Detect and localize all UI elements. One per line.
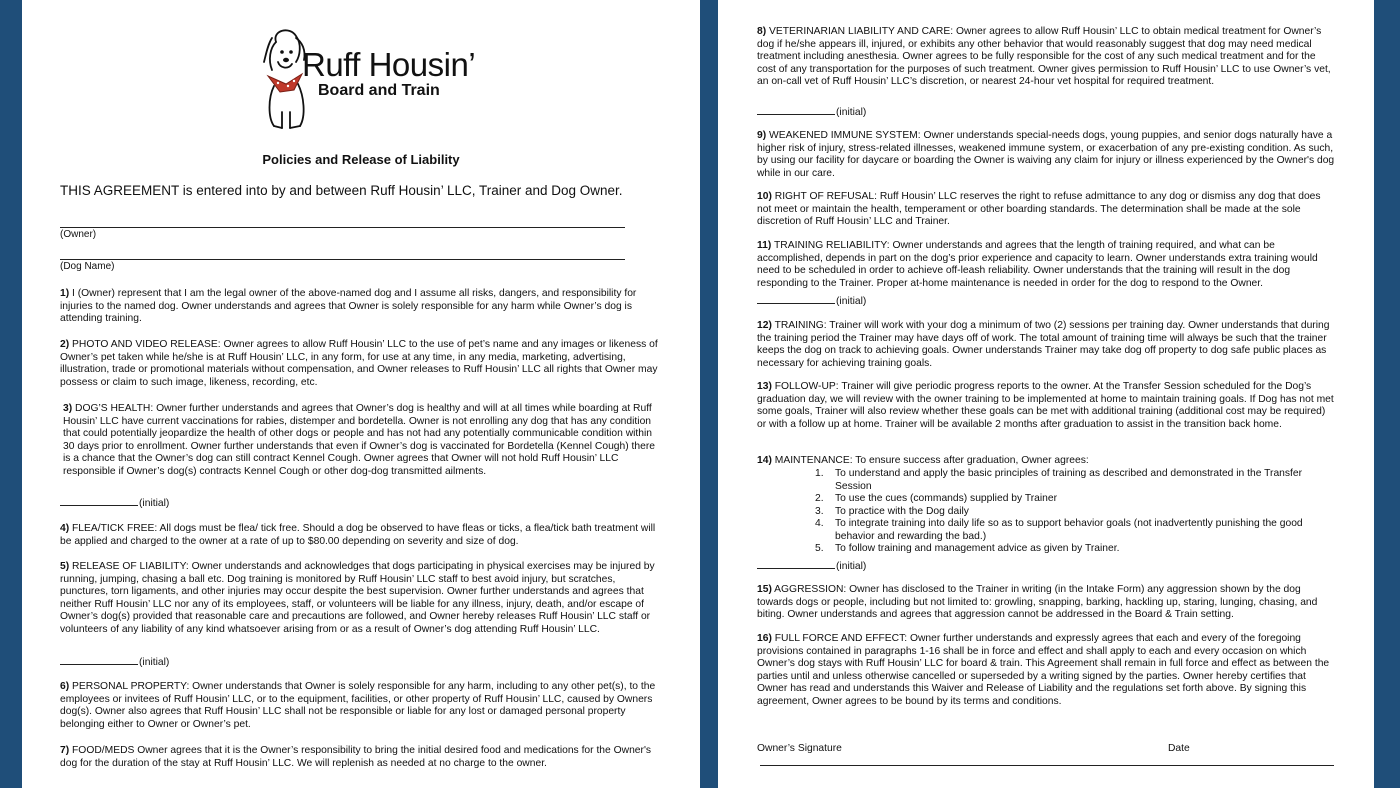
agreement-intro: THIS AGREEMENT is entered into by and between Ruff Housin’ LLC, Trainer and Dog Owner. <box>60 183 623 198</box>
dog-name-line[interactable] <box>60 259 625 260</box>
list-item <box>799 468 1329 493</box>
clause-number: 6) <box>60 681 70 692</box>
clause-number: 9) <box>757 130 767 141</box>
clause-text: FULL FORCE AND EFFECT: Owner further understands and expressly agrees that each and every of the foregoing provisions contained in paragraphs 1-16 shall be in force and effect and shall apply to each and every occasion on which Owner’s dog stays with Ruff Housin’ LLC for board & train. This Agreement shall remain in full force and effect as between the parties until and unless otherwise cancelled or superseded by a writing signed by the parties. Owner hereby certifies that Owner has read and understands this Waiver and Release of Liability and the regulations set forth above. By signing this agreement, Owner agrees to be bound by its terms and conditions. <box>757 633 1330 707</box>
clause-number: 11) <box>757 240 772 251</box>
date-label: Date <box>1168 743 1190 754</box>
clause-text: TRAINING: Trainer will work with your dog a minimum of two (2) sessions per training day. Owner understands that during the training period the Trainer may have days off of work. The total amount of training time will always be such that the trainer keeps the dog on track to achieving goals. Owner understands Trainer may take dog off property to dog safe public places as necessary for achieving training goals. <box>757 320 1330 369</box>
clause-number: 8) <box>757 26 767 37</box>
clause-8 <box>757 26 1335 89</box>
list-item <box>799 543 1329 556</box>
initial-label: (initial) <box>836 107 867 118</box>
clause-number: 13) <box>757 381 772 392</box>
initial-label: (initial) <box>139 498 170 509</box>
list-item-text: To understand and apply the basic principles of training as described and demonstrated in the Transfer Session <box>835 468 1303 492</box>
dog-name-label: (Dog Name) <box>60 261 115 272</box>
clause-text: PHOTO AND VIDEO RELEASE: Owner agrees to allow Ruff Housin’ LLC to the use of pet’s name and any images or likeness of Owner’s pet taken while he/she is at Ruff Housin’ LLC, in any form, for use at any time, in any media, marketing, advertising, illustration, trade or promotional materials without compensation, and Owner releases to Ruff Housin’ LLC all rights that Owner may possess or claim to such image, likeness, recording, etc. <box>60 339 658 388</box>
clause-4 <box>60 523 660 548</box>
clause-text: MAINTENANCE: To ensure success after graduation, Owner agrees: <box>771 455 1089 466</box>
clause-text: FOLLOW-UP: Trainer will give periodic progress reports to the owner. At the Transfer Session scheduled for the Dog’s graduation day, we will review with the owner training to be implemented at home to maintain training goals. If Dog has not met some goals, Trainer will also review whether these goals can be met with additional training (additional cost may be required) or with a follow up at home. Trainer will be available 2 months after graduation to assist in the transition back home. <box>757 381 1334 430</box>
clause-text: PERSONAL PROPERTY: Owner understands that Owner is solely responsible for any harm, including to any other pet(s), to the employees or invitees of Ruff Housin’ LLC, or to the equipment, facilities, or other property of Ruff Housin’ LLC, caused by Owners dog(s). Owner also agrees that Ruff Housin’ LLC shall not be responsible or liable for any lost or damaged personal property belonging either to Owner or Owner’s pet. <box>60 681 656 730</box>
clause-number: 12) <box>757 320 772 331</box>
clause-text: AGGRESSION: Owner has disclosed to the Trainer in writing (in the Intake Form) any aggression shown by the dog towards dogs or people, including but not limited to: growling, snapping, barking, hackling up, staring, lunging, chasing, and biting. Owner understands and agrees that aggression cannot be addressed in the Board & Train setting. <box>757 584 1318 620</box>
clause-number: 4) <box>60 523 70 534</box>
initial-label: (initial) <box>836 561 867 572</box>
document-page-left <box>22 0 700 788</box>
list-item <box>799 493 1329 506</box>
clause-number: 1) <box>60 288 70 299</box>
clause-text: RIGHT OF REFUSAL: Ruff Housin’ LLC reserves the right to refuse admittance to any dog or dismiss any dog that does not meet or maintain the health, temperament or other boarding standards. The determination shall be made at the sole discretion of Ruff Housin’ LLC and Trainer. <box>757 191 1321 227</box>
list-number: 5. <box>815 543 824 554</box>
clause-text: FOOD/MEDS Owner agrees that it is the Owner’s responsibility to bring the initial desired food and medications for the Owner's dog for the duration of the stay at Ruff Housin’ LLC. We will replenish as needed at no charge to the owner. <box>60 745 652 769</box>
list-item <box>799 506 1329 519</box>
owner-signature-label: Owner’s Signature <box>757 743 842 754</box>
initial-label: (initial) <box>139 657 170 668</box>
list-number: 3. <box>815 505 824 517</box>
initial-blank[interactable] <box>60 654 138 665</box>
list-number: 2. <box>815 493 824 504</box>
document-title: Policies and Release of Liability <box>262 152 460 167</box>
clause-number: 10) <box>757 191 772 202</box>
list-number: 1. <box>815 468 824 479</box>
logo-subtitle: Board and Train <box>318 82 440 99</box>
clause-1 <box>60 288 660 326</box>
initial-field-8[interactable] <box>757 104 866 118</box>
clause-number: 7) <box>60 745 70 756</box>
company-logo <box>260 26 490 136</box>
list-number: 4. <box>815 518 824 529</box>
clause-9 <box>757 130 1335 180</box>
clause-text: I (Owner) represent that I am the legal owner of the above-named dog and I assume all risks, dangers, and responsibility for injuries to the named dog. Owner understands and agrees that Owner is solely responsible for any harm while Owner’s dog is attending training. <box>60 288 637 324</box>
clause-text: WEAKENED IMMUNE SYSTEM: Owner understands special-needs dogs, young puppies, and senior dogs naturally have a higher risk of injury, stress-related illnesses, weakened immune system, or exacerbation of any pre-existing condition. As such, by using our facility for daycare or boarding the Owner is waiving any claim for injury or illness experienced by the Owner's dog while in our care. <box>757 130 1335 179</box>
list-item-text: To integrate training into daily life so as to support behavior goals (not inadvertently punishing the good behavior and rewarding the bad.) <box>835 518 1303 542</box>
owner-name-line[interactable] <box>60 227 625 228</box>
clause-11 <box>757 240 1335 290</box>
list-item-text: To practice with the Dog daily <box>835 505 969 517</box>
logo-title: Ruff Housin’ <box>302 46 476 83</box>
clause-text: TRAINING RELIABILITY: Owner understands and agrees that the length of training required, and what can be accomplished, depends in part on the dog’s prior experience and capacity to learn. Owner understands extra training would need to be scheduled in order to achieve off-leash reliability. Owner understands that the training will result in the dog responding to the Trainer. Proper at-home maintenance is needed in order for the dog to respond to the Owner. <box>757 240 1318 289</box>
initial-blank[interactable] <box>757 293 835 304</box>
clause-16 <box>757 633 1335 708</box>
document-page-right <box>718 0 1374 788</box>
clause-10 <box>757 191 1335 229</box>
initial-blank[interactable] <box>757 558 835 569</box>
initial-label: (initial) <box>836 296 867 307</box>
clause-15 <box>757 584 1335 622</box>
clause-number: 5) <box>60 561 70 572</box>
list-item-text: To follow training and management advice as given by Trainer. <box>835 543 1120 554</box>
initial-blank[interactable] <box>757 104 835 115</box>
clause-number: 15) <box>757 584 772 595</box>
clause-12 <box>757 320 1335 370</box>
clause-5 <box>60 561 660 636</box>
clause-14 <box>757 455 1335 468</box>
clause-text: FLEA/TICK FREE: All dogs must be flea/ tick free. Should a dog be observed to have fleas or ticks, a flea/tick bath treatment will be applied and charged to the owner at a rate of up to $80.00 depending on severity and size of dog. <box>60 523 656 547</box>
owner-signature-line[interactable] <box>760 765 1334 766</box>
clause-number: 16) <box>757 633 772 644</box>
list-item-text: To use the cues (commands) supplied by Trainer <box>835 493 1058 504</box>
owner-label: (Owner) <box>60 229 97 240</box>
initial-blank[interactable] <box>60 495 138 506</box>
maintenance-list <box>799 468 1329 556</box>
clause-13 <box>757 381 1335 431</box>
clause-number: 3) <box>63 403 73 414</box>
initial-field-14[interactable] <box>757 558 866 572</box>
clause-text: RELEASE OF LIABILITY: Owner understands and acknowledges that dogs participating in physical exercises may be injured by running, jumping, chasing a ball etc. Dog training is monitored by Ruff Housin’ LLC staff to best avoid injury, but scratches, punctures, torn ligaments, and other injuries may occur despite the best supervision. Owner further understands and agrees that neither Ruff Housin’ LLC nor any of its employees, staff, or volunteers will be liable for any illness, injury, death, and/or escape of Owner’s dog(s) provided that reasonable care and precautions are followed, and Owner hereby releases Ruff Housin’ LLC staff or volunteers of any liability of any kind whatsoever arising from or as a result of Owner’s dog attending Ruff Housin’ LLC. <box>60 561 655 635</box>
clause-number: 14) <box>757 455 772 466</box>
clause-number: 2) <box>60 339 70 350</box>
initial-field-3[interactable] <box>60 495 169 509</box>
initial-field-11[interactable] <box>757 293 866 307</box>
clause-3 <box>63 403 663 478</box>
initial-field-5[interactable] <box>60 654 169 668</box>
clause-7 <box>60 745 660 770</box>
clause-text: VETERINARIAN LIABILITY AND CARE: Owner agrees to allow Ruff Housin’ LLC to obtain medical treatment for Owner’s dog if he/she appears ill, injured, or exhibits any other behavior that would reasonably suggest that dog may need medical treatment including anesthesia. Owner agrees to be fully responsible for the cost of any such medical treatment and for the cost of any transportation for the purposes of such treatment. Owner gives permission to Ruff Housin’ LLC to use Owner’s vet, an on-call vet of Ruff Housin’ LLC’s discretion, or nearest 24-hour vet hospital for required treatment. <box>757 26 1331 87</box>
clause-2 <box>60 339 660 389</box>
list-item <box>799 518 1329 543</box>
clause-text: DOG’S HEALTH: Owner further understands and agrees that Owner’s dog is healthy and will at all times while boarding at Ruff Housin’ LLC have current vaccinations for rabies, distemper and bordetella. Owner is not enrolling any dog that has any condition that could potentially jeopardize the health of other dogs or people and has not had any potentially communicable condition within 30 days prior to enrollment. Owner further understands that even if Owner’s dog is vaccinated for Bordetella (Kennel Cough) there is a chance that the Owner’s dog can still contract Kennel Cough. Owner agrees that Owner will not hold Ruff Housin’ LLC responsible if Owner’s dog(s) contracts Kennel Cough or other dog-dog transmitted ailments. <box>63 403 656 477</box>
clause-6 <box>60 681 660 731</box>
